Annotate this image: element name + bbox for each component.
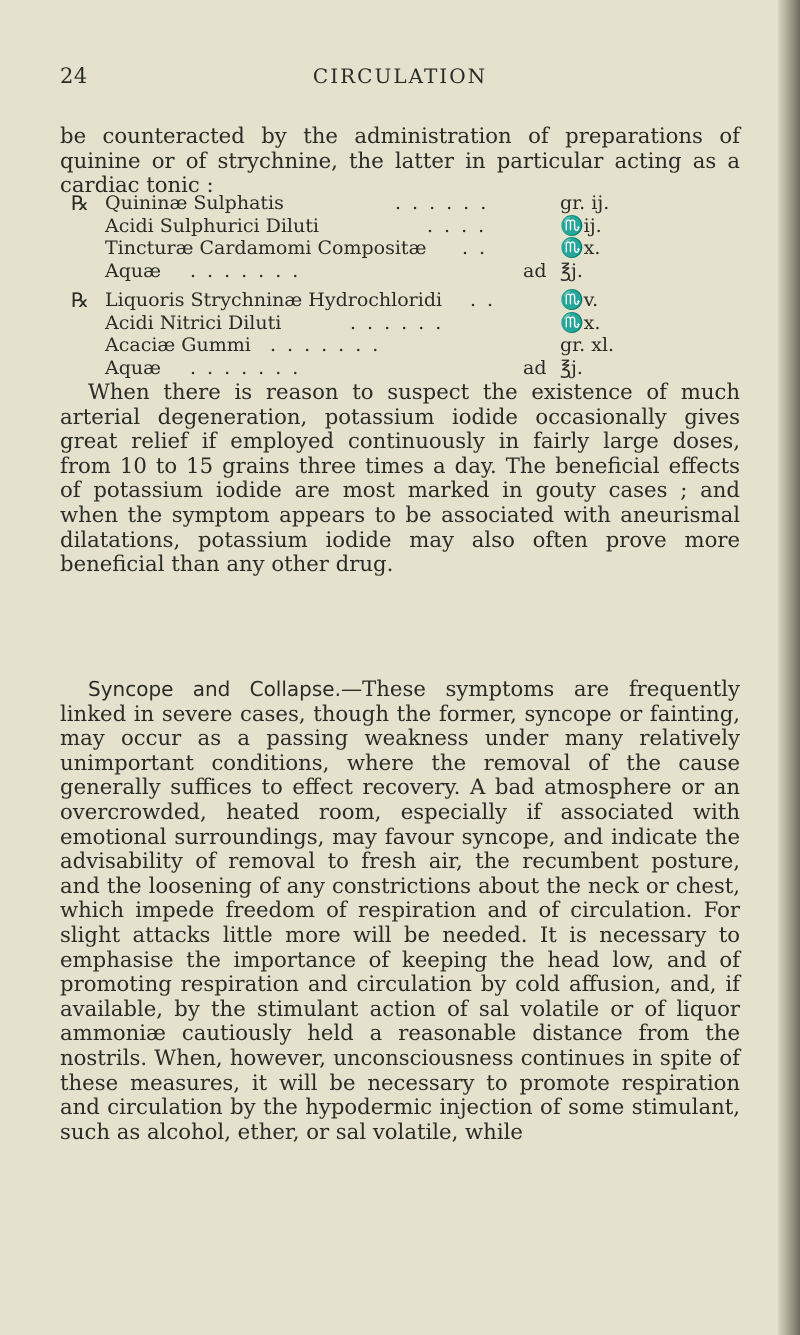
section-heading: Syncope and Collapse. bbox=[88, 677, 341, 701]
prescription-line bbox=[105, 312, 655, 335]
prescription-line bbox=[105, 237, 655, 260]
ingredient-name: Acidi Sulphurici Diluti bbox=[105, 214, 319, 237]
prescription-line bbox=[105, 260, 655, 283]
page-number: 24 bbox=[60, 64, 88, 88]
prescription-line bbox=[105, 334, 655, 357]
leader-dots: ....... bbox=[190, 259, 310, 282]
prescription-line bbox=[105, 357, 655, 380]
leader-dots: .... bbox=[427, 214, 496, 237]
page-header bbox=[60, 64, 740, 94]
running-head: CIRCULATION bbox=[312, 64, 488, 88]
ingredient-quantity: ℥j. bbox=[560, 259, 583, 282]
ingredient-quantity: ♏ij. bbox=[560, 214, 602, 237]
prescription-line bbox=[71, 191, 655, 215]
leader-dots: ...... bbox=[350, 311, 453, 334]
prescription-2 bbox=[71, 288, 655, 379]
section-body: —These symptoms are frequently linked in severe cases, though the former, syncope or fainting, may occur as a passing weakness under many relatively unimportant conditions, where the removal of the cause generally suffices to effect recovery. A bad atmosphere or an overcrowded, heated room, especially if associated with emotional surroundings, may favour syncope, and indicate the advisability of removal to fresh air, the recumbent posture, and the loosening of any constrictions about the neck or chest, which impede freedom of respiration and of circulation. For slight attacks little more will be needed. It is necessary to emphasise the importance of keeping the head low, and of promoting respiration and circulation by cold affusion, and, if available, by the stimulant action of sal volatile or of liquor ammoniæ cautiously held a reasonable distance from the nostrils. When, however, unconsciousness continues in spite of these measures, it will be necessary to promote respiration and circulation by the hypodermic injection of some stimulant, such as alcohol, ether, or sal volatile, while bbox=[60, 676, 740, 1144]
prescription-line bbox=[71, 288, 655, 312]
leader-dots: ....... bbox=[190, 356, 310, 379]
prescription-1 bbox=[71, 191, 655, 282]
ingredient-quantity: gr. ij. bbox=[560, 192, 610, 214]
recipe-symbol: ℞ bbox=[71, 288, 89, 312]
leader-dots: .. bbox=[462, 237, 497, 260]
ingredient-name: Acaciæ Gummi bbox=[105, 334, 251, 357]
ingredient-name: Tincturæ Cardamomi Compositæ bbox=[105, 237, 427, 260]
ingredient-quantity: gr. xl. bbox=[560, 334, 615, 357]
ingredient-quantity: ♏v. bbox=[560, 289, 599, 311]
ingredient-name: Aquæ bbox=[105, 259, 161, 282]
ingredient-name: Liquoris Strychninæ Hydrochloridi bbox=[105, 289, 443, 311]
ingredient-name: Aquæ bbox=[105, 356, 161, 379]
prescription-line bbox=[105, 215, 655, 238]
ingredient-quantity: ♏x. bbox=[560, 311, 601, 334]
intro-paragraph: be counteracted by the administration of preparations of quinine or of strychnine, the latter in particular acting as a cardiac tonic : bbox=[60, 123, 740, 198]
ingredient-name: Quininæ Sulphatis bbox=[105, 192, 284, 214]
ad-marker: ad bbox=[523, 259, 547, 282]
potassium-iodide-paragraph: When there is reason to suspect the existence of much arterial degeneration, potassium iodide occasionally gives great relief if employed continuously in fairly large doses, from 10 to 15 grains three times a day. The beneficial effects of potassium iodide are most marked in gouty cases ; and when the symptom appears to be associated with aneurismal dilatations, potassium iodide may also often prove more beneficial than any other drug. bbox=[60, 379, 740, 577]
ad-marker: ad bbox=[523, 356, 547, 379]
syncope-paragraph bbox=[60, 677, 740, 1144]
leader-dots: .. bbox=[470, 289, 505, 311]
ingredient-name: Acidi Nitrici Diluti bbox=[105, 311, 282, 334]
ingredient-quantity: ♏x. bbox=[560, 237, 601, 260]
leader-dots: ....... bbox=[270, 334, 390, 357]
recipe-symbol: ℞ bbox=[71, 191, 89, 215]
page-edge-shadow bbox=[778, 0, 800, 1335]
leader-dots: ...... bbox=[395, 192, 498, 214]
ingredient-quantity: ℥j. bbox=[560, 356, 583, 379]
